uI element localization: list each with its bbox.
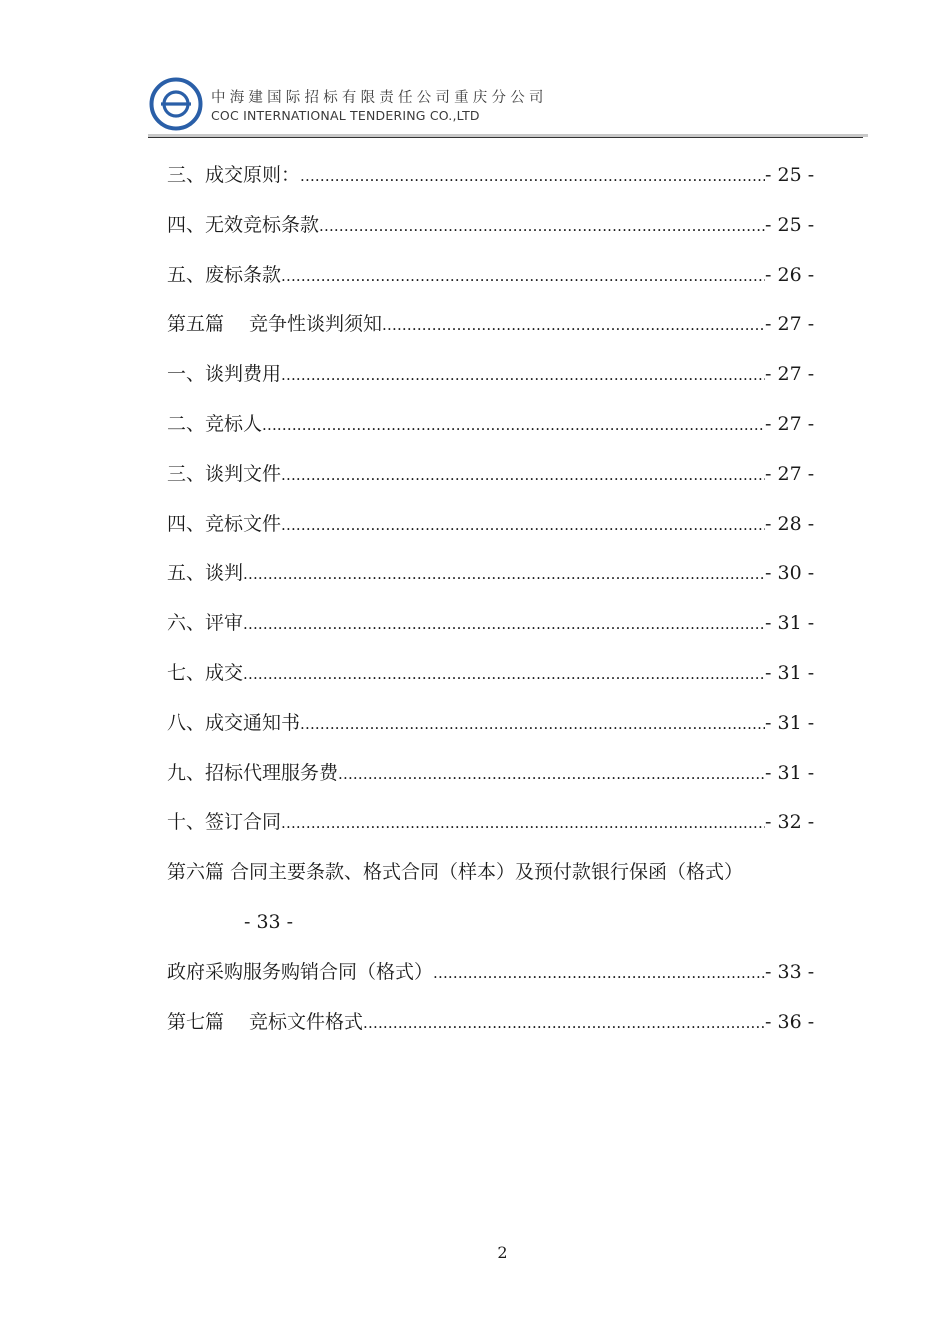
toc-entry-page: - 32 - (765, 811, 815, 834)
toc-entry-title: 三、成交原则： (167, 164, 301, 186)
toc-entry-page: - 25 - (765, 213, 815, 236)
toc-entry-title: 七、成交 (167, 661, 244, 684)
toc-dot-leader (300, 707, 765, 740)
toc-entry[interactable] (167, 657, 867, 707)
toc-entry[interactable] (167, 707, 867, 757)
toc-dot-leader (281, 358, 765, 391)
toc-entry-title: 九、招标代理服务费 (167, 761, 339, 784)
toc-entry-page: - 30 - (765, 562, 815, 585)
toc-dot-leader (300, 159, 765, 192)
toc-entry[interactable] (167, 209, 867, 259)
table-of-contents (167, 159, 867, 1055)
toc-entry-page: - 27 - (765, 412, 815, 435)
toc-entry-page: - 31 - (765, 612, 815, 635)
toc-entry-page: - 27 - (765, 462, 815, 485)
toc-entry[interactable] (167, 159, 867, 209)
toc-dot-leader (319, 209, 765, 242)
toc-entry-page: - 33 - (244, 910, 294, 933)
toc-entry[interactable] (167, 757, 867, 807)
toc-entry-title: 四、竞标文件 (167, 512, 282, 535)
toc-entry[interactable] (167, 557, 867, 607)
toc-entry-page: - 31 - (765, 761, 815, 784)
toc-entry[interactable] (167, 1006, 867, 1056)
toc-entry[interactable] (167, 308, 867, 358)
toc-entry[interactable] (167, 956, 867, 1006)
toc-dot-leader (433, 956, 765, 989)
toc-entry[interactable] (167, 806, 867, 856)
toc-entry-page: - 27 - (765, 363, 815, 386)
toc-entry-title: 五、废标条款 (167, 263, 282, 286)
toc-entry-title: 四、无效竞标条款 (167, 213, 320, 236)
toc-entry-title: 第七篇 竞标文件格式 (167, 1010, 364, 1033)
toc-entry-page: - 25 - (765, 164, 815, 186)
toc-entry-page: - 33 - (765, 960, 815, 983)
toc-dot-leader (243, 607, 765, 640)
toc-entry-title: 第五篇 竞争性谈判须知 (167, 313, 383, 336)
toc-entry-page: - 27 - (765, 313, 815, 336)
toc-dot-leader (363, 1006, 765, 1039)
toc-dot-leader (262, 408, 765, 441)
toc-entry-title: 五、谈判 (167, 562, 244, 585)
toc-entry-page: - 31 - (765, 711, 815, 734)
toc-dot-leader (281, 806, 765, 839)
page-header (148, 76, 868, 140)
company-name-en: COC INTERNATIONAL TENDERING CO.,LTD (211, 108, 480, 123)
toc-entry-title: 六、评审 (167, 612, 244, 635)
toc-entry-page: - 26 - (765, 263, 815, 286)
toc-entry[interactable] (167, 259, 867, 309)
toc-entry[interactable] (167, 408, 867, 458)
toc-entry-page: - 36 - (765, 1010, 815, 1033)
company-name-cn: 中海建国际招标有限责任公司重庆分公司 (211, 90, 548, 106)
toc-dot-leader (243, 557, 765, 590)
toc-entry-page: - 31 - (765, 661, 815, 684)
toc-entry-title: 二、竞标人 (167, 412, 263, 435)
toc-entry-title: 三、谈判文件 (167, 462, 282, 485)
toc-entry-title: 政府采购服务购销合同（格式） (167, 960, 434, 983)
toc-dot-leader (281, 458, 765, 491)
toc-entry-title: 八、成交通知书 (167, 711, 301, 734)
toc-entry[interactable] (167, 508, 867, 558)
toc-dot-leader (243, 657, 765, 690)
toc-entry[interactable] (167, 458, 867, 508)
toc-entry-page: - 28 - (765, 512, 815, 535)
page-number: 2 (497, 1243, 508, 1262)
toc-dot-leader (382, 308, 765, 341)
toc-dot-leader (281, 508, 765, 541)
toc-entry-title: 十、签订合同 (167, 811, 282, 834)
toc-entry-title: 第六篇 合同主要条款、格式合同（样本）及预付款银行保函（格式） (167, 861, 744, 884)
toc-dot-leader (338, 757, 765, 790)
toc-entry[interactable] (167, 856, 867, 956)
coc-logo-icon (148, 76, 204, 132)
toc-entry[interactable] (167, 607, 867, 657)
toc-entry-title: 一、谈判费用 (167, 363, 282, 386)
toc-dot-leader (281, 259, 765, 292)
header-divider-line (148, 137, 863, 138)
toc-entry[interactable] (167, 358, 867, 408)
